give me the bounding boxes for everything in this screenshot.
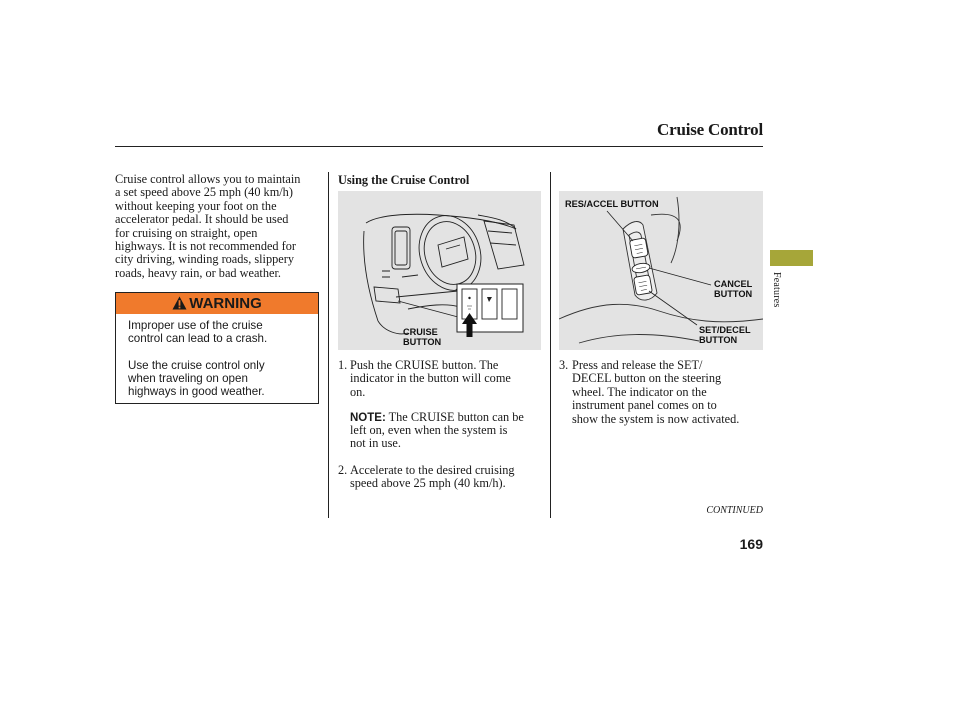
res-accel-callout: RES/ACCEL BUTTON	[565, 199, 659, 209]
steering-wheel-illustration	[559, 191, 763, 350]
warning-heading: WARNING	[189, 295, 262, 312]
note-text: left on, even when the system is not in use.	[350, 423, 508, 451]
warning-header	[116, 293, 318, 314]
note-label: NOTE:	[350, 412, 386, 424]
step-3-number: 3.	[559, 358, 569, 372]
section-tab-label: Features	[771, 272, 782, 308]
dashboard-illustration	[338, 191, 541, 350]
warning-text-1: Improper use of the cruise control can lead to a crash.	[128, 319, 268, 346]
step-2-number: 2.	[338, 463, 348, 477]
step-3-text: Press and release the SET/ DECEL button on the steering wheel. The indicator on the instrument panel comes on to show the system is now activated.	[572, 358, 740, 426]
continued-label: CONTINUED	[706, 505, 763, 516]
step-1-text: Push the CRUISE button. The indicator in the button will come on.	[350, 358, 511, 399]
warning-text-2: Use the cruise control only when traveling on open highways in good weather.	[128, 359, 265, 399]
intro-paragraph: Cruise control allows you to maintain a set speed above 25 mph (40 km/h) without keeping your foot on the accelerator pedal. It should be used for cruising on straight, open highways. It is not recommended for city driving, winding roads, slippery roads, heavy rain, or bad weather.	[115, 172, 301, 280]
section-tab	[770, 250, 813, 266]
section-subheading: Using the Cruise Control	[338, 173, 470, 187]
cancel-callout: CANCEL BUTTON	[714, 279, 753, 299]
header-rule	[115, 146, 763, 147]
set-decel-callout: SET/DECEL BUTTON	[699, 325, 751, 345]
note-line1: The CRUISE button can be	[385, 410, 524, 424]
page-title: Cruise Control	[657, 120, 763, 139]
step-2-text: Accelerate to the desired cruising speed above 25 mph (40 km/h).	[350, 463, 515, 491]
cruise-button-callout: CRUISE BUTTON	[403, 327, 442, 347]
warning-triangle-icon	[172, 296, 187, 310]
step-1-number: 1.	[338, 358, 348, 372]
page-number: 169	[739, 536, 763, 552]
warning-box	[115, 292, 319, 404]
column-divider-right	[550, 172, 551, 518]
column-divider-left	[328, 172, 329, 518]
